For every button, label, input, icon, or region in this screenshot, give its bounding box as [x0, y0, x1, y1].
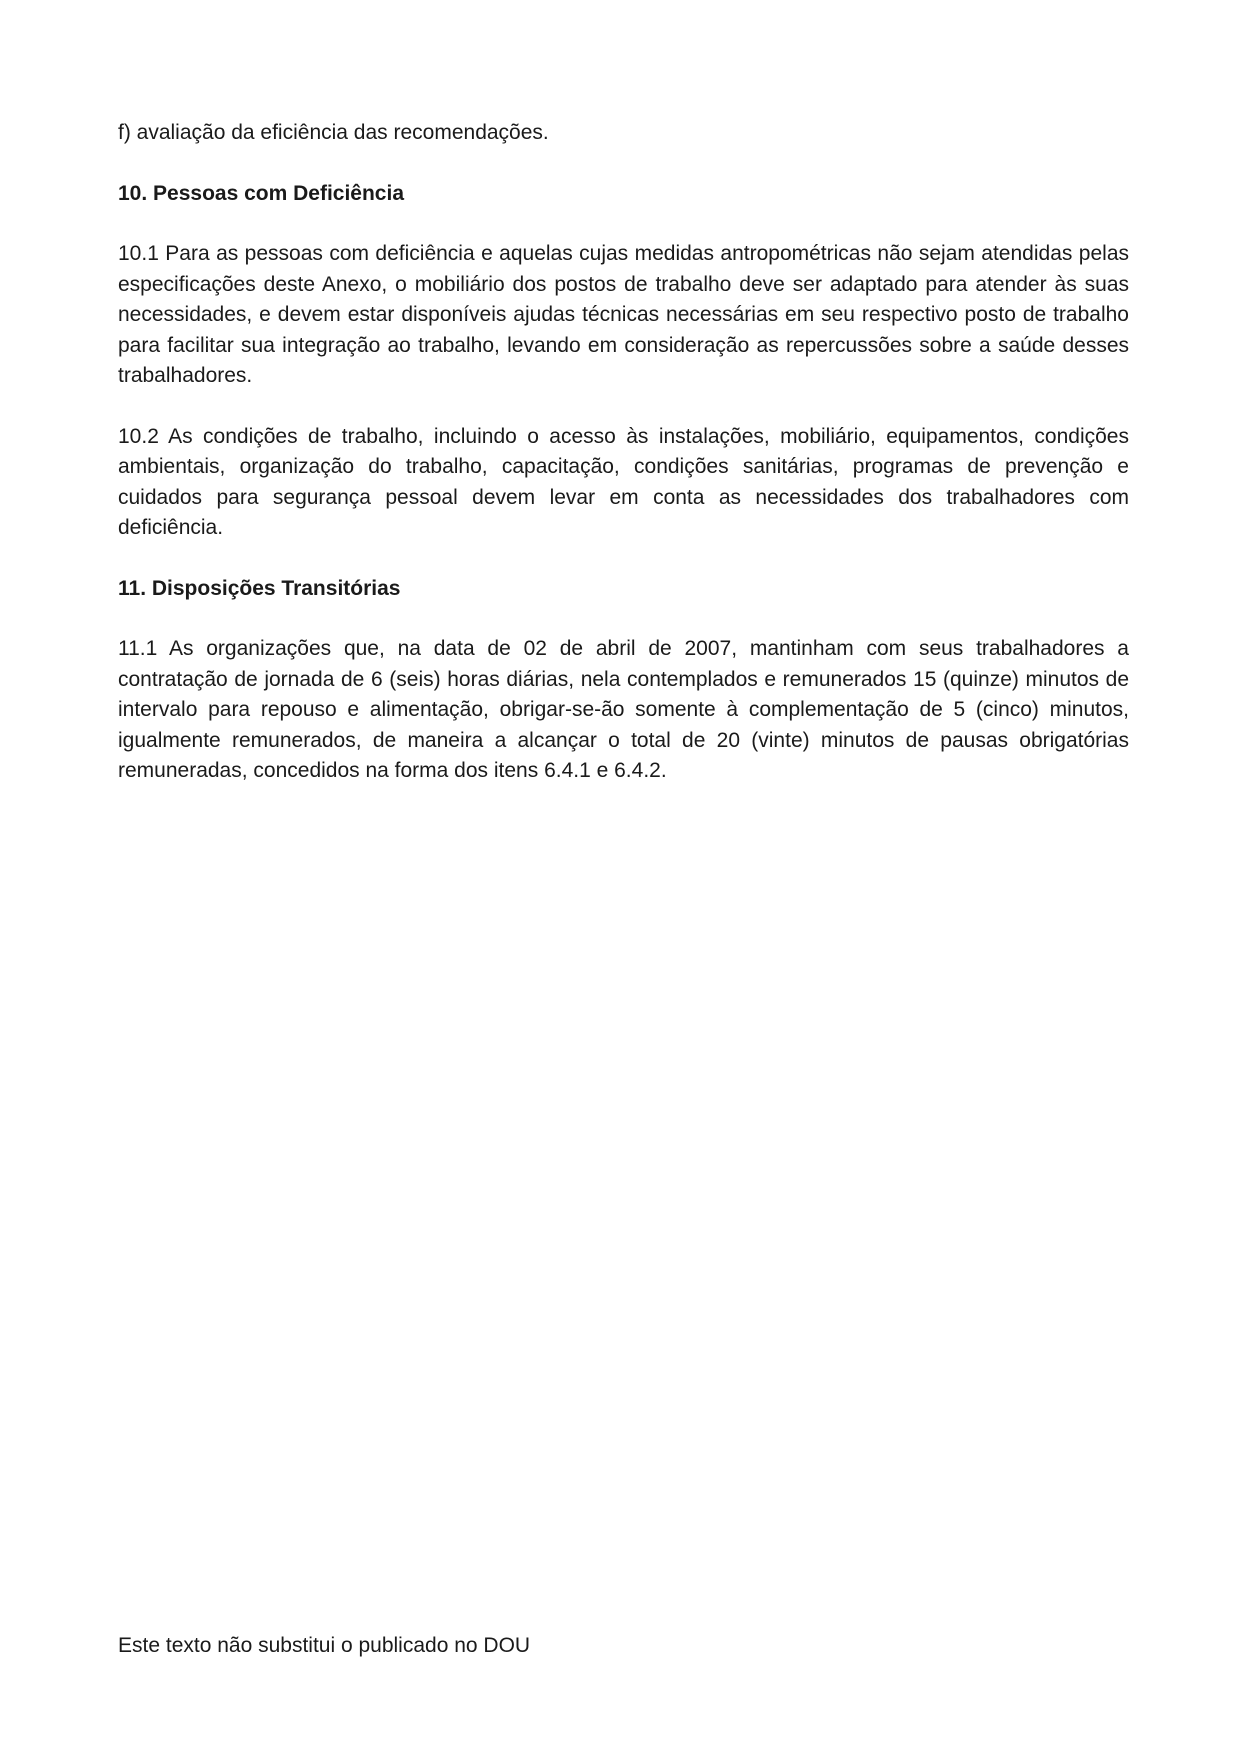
- paragraph-10-1: 10.1 Para as pessoas com deficiência e aquelas cujas medidas antropométricas não sejam atendidas pelas especificações deste Anexo, o mobiliário dos postos de trabalho deve ser adaptado para atender às suas necessidades, e devem estar disponíveis ajudas técnicas necessárias em seu respectivo posto de trabalho para facilitar sua integração ao trabalho, levando em consideração as repercussões sobre a saúde desses trabalhadores.: [118, 242, 1129, 387]
- section-10-heading: 10. Pessoas com Deficiência: [118, 181, 404, 205]
- document-body: [118, 118, 1129, 787]
- section-11-heading: 11. Disposições Transitórias: [118, 576, 401, 600]
- item-f: f) avaliação da eficiência das recomendações.: [118, 121, 549, 144]
- footer-note: Este texto não substitui o publicado no DOU: [118, 1634, 531, 1657]
- paragraph-11-1: 11.1 As organizações que, na data de 02 de abril de 2007, mantinham com seus trabalhadores a contratação de jornada de 6 (seis) horas diárias, nela contemplados e remunerados 15 (quinze) minutos de intervalo para repouso e alimentação, obrigar-se-ão somente à complementação de 5 (cinco) minutos, igualmente remunerados, de maneira a alcançar o total de 20 (vinte) minutos de pausas obrigatórias remuneradas, concedidos na forma dos itens 6.4.1 e 6.4.2.: [118, 637, 1129, 782]
- paragraph-10-2: 10.2 As condições de trabalho, incluindo o acesso às instalações, mobiliário, equipamentos, condições ambientais, organização do trabalho, capacitação, condições sanitárias, programas de prevenção e cuidados para segurança pessoal devem levar em conta as necessidades dos trabalhadores com deficiência.: [118, 424, 1129, 539]
